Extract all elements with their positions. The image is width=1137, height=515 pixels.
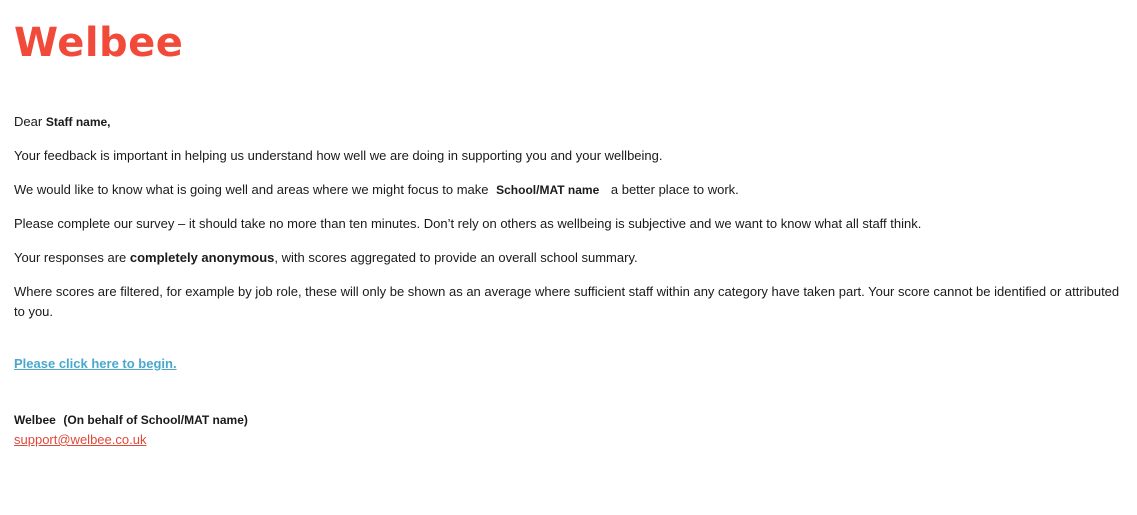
focus-text-after: a better place to work. [610,182,739,197]
greeting-prefix: Dear [14,114,43,129]
sender-behalf: (On behalf of School/MAT name) [63,413,248,427]
anon-text-after: , with scores aggregated to provide an overall school summary. [274,250,638,265]
survey-paragraph: Please complete our survey – it should take no more than ten minutes. Don’t rely on others as wellbeing is subjective and we want to know what all staff think. [14,216,922,231]
anon-emphasis: completely anonymous [129,250,275,265]
school-mat-name: School/MAT name [496,183,600,197]
focus-text-before: We would like to know what is going well and areas where we might focus to make [14,182,489,197]
welbee-logo: Welbee [14,20,184,66]
signature-line [14,410,1124,430]
sender-name: Welbee [14,413,56,427]
cta-container [14,354,1124,374]
email-body [14,112,1124,450]
anonymity-paragraph [14,248,1124,268]
support-email-link[interactable]: support@welbee.co.uk [14,432,147,447]
filtered-scores-paragraph: Where scores are filtered, for example by job role, these will only be shown as an average where sufficient staff within any category have taken part. Your score cannot be identified or attributed to you. [14,284,1120,319]
feedback-paragraph: Your feedback is important in helping us understand how well we are doing in supporting you and your wellbeing. [14,148,663,163]
support-email-line [14,430,1124,450]
greeting-line [14,112,1124,132]
staff-name: Staff name, [45,115,111,129]
begin-survey-link[interactable]: Please click here to begin. [14,356,177,371]
focus-paragraph [14,180,1124,200]
anon-text-before: Your responses are [14,250,127,265]
